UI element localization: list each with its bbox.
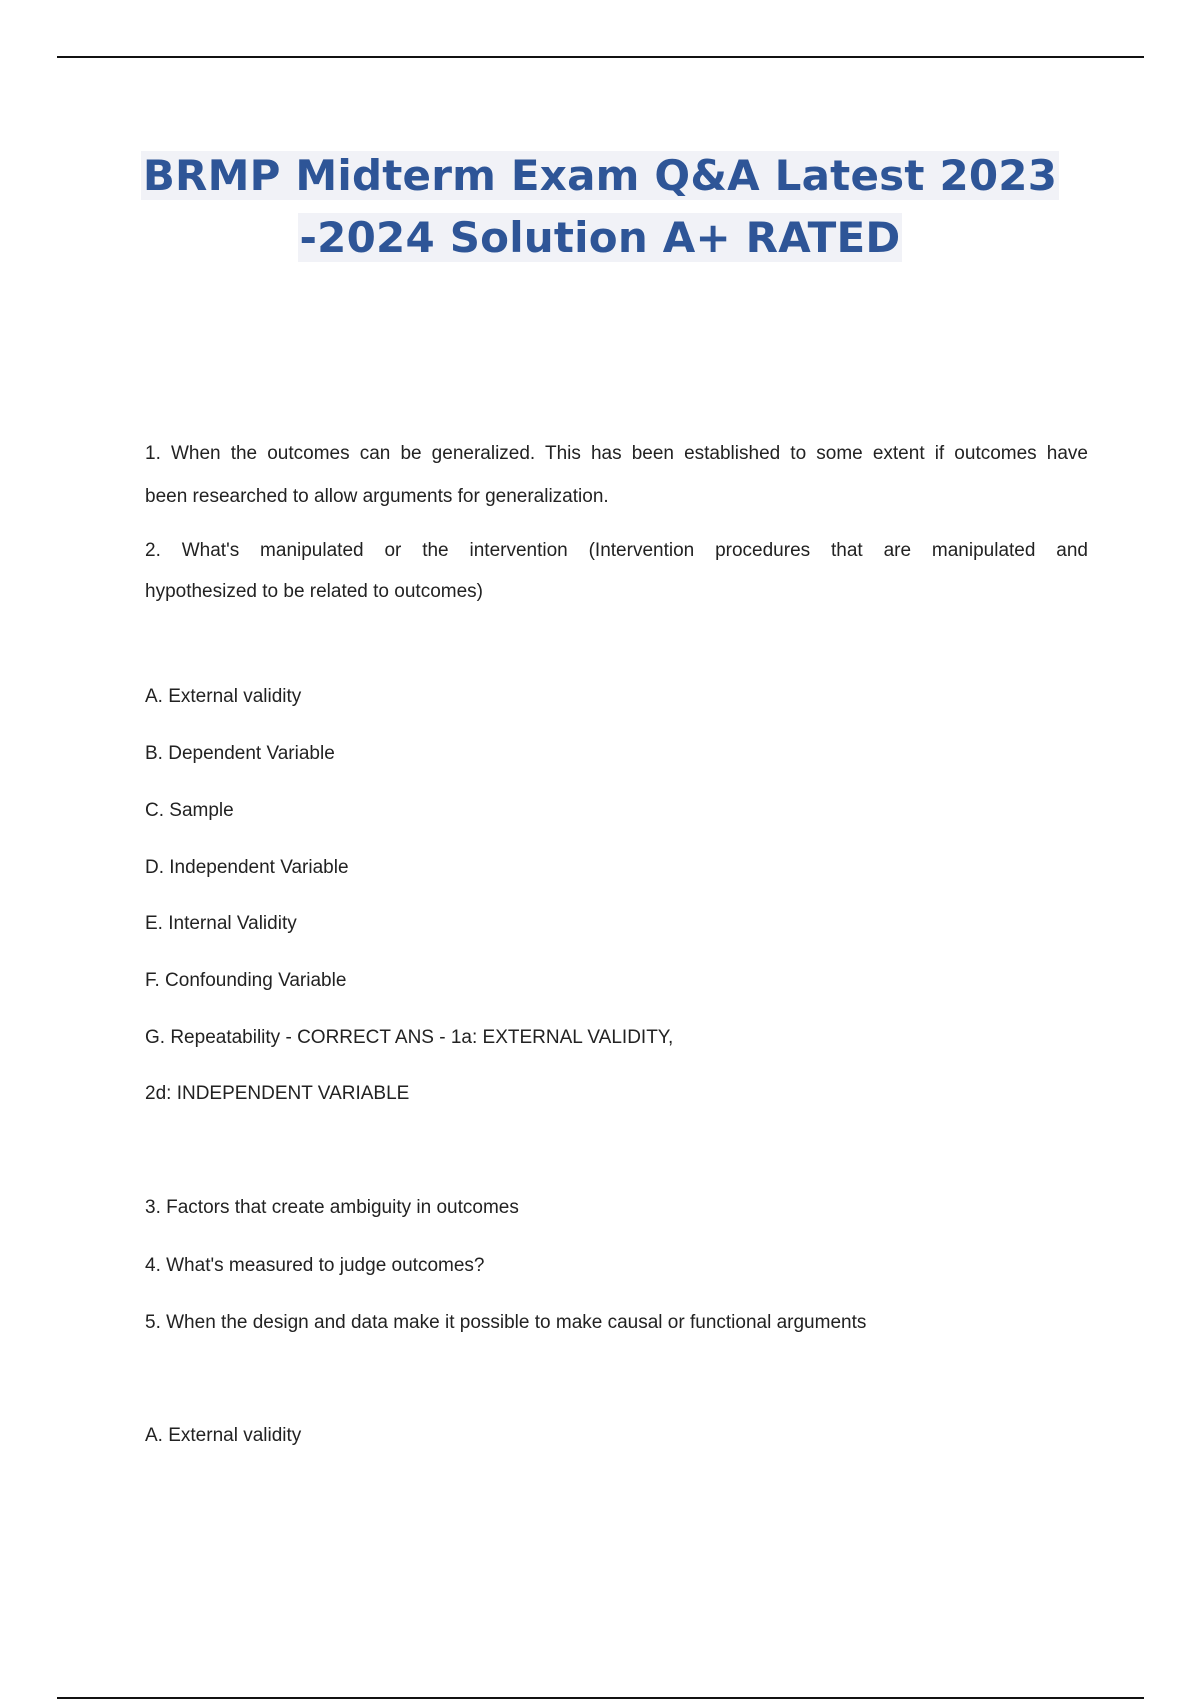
title-line-1: BRMP Midterm Exam Q&A Latest 2023 [142,151,1058,200]
option-a-second: A. External validity [145,1425,302,1446]
answer-continuation: 2d: INDEPENDENT VARIABLE [145,1083,410,1104]
option-c: C. Sample [145,800,234,821]
option-b: B. Dependent Variable [145,743,335,764]
question-4: 4. What's measured to judge outcomes? [145,1255,485,1276]
question-1-line-2: been researched to allow arguments for generalization. [145,486,609,507]
option-a: A. External validity [145,686,302,707]
question-2-line-1: 2. What's manipulated or the intervention (Intervention procedures that are manipulated and [145,540,1088,561]
document-title [0,145,1200,269]
question-5: 5. When the design and data make it possible to make causal or functional arguments [145,1312,867,1333]
title-line-2: -2024 Solution A+ RATED [299,213,901,262]
question-1-line-1: 1. When the outcomes can be generalized. This has been established to some extent if outcomes have [145,443,1088,464]
question-2-line-2: hypothesized to be related to outcomes) [145,581,483,602]
question-2 [145,530,1088,612]
header-rule [57,56,1144,58]
question-1 [145,432,1088,518]
option-d: D. Independent Variable [145,857,349,878]
option-g-answer: G. Repeatability - CORRECT ANS - 1a: EXTERNAL VALIDITY, [145,1027,674,1048]
question-3: 3. Factors that create ambiguity in outcomes [145,1197,519,1218]
option-e: E. Internal Validity [145,913,297,934]
option-f: F. Confounding Variable [145,970,347,991]
footer-rule [57,1697,1144,1699]
